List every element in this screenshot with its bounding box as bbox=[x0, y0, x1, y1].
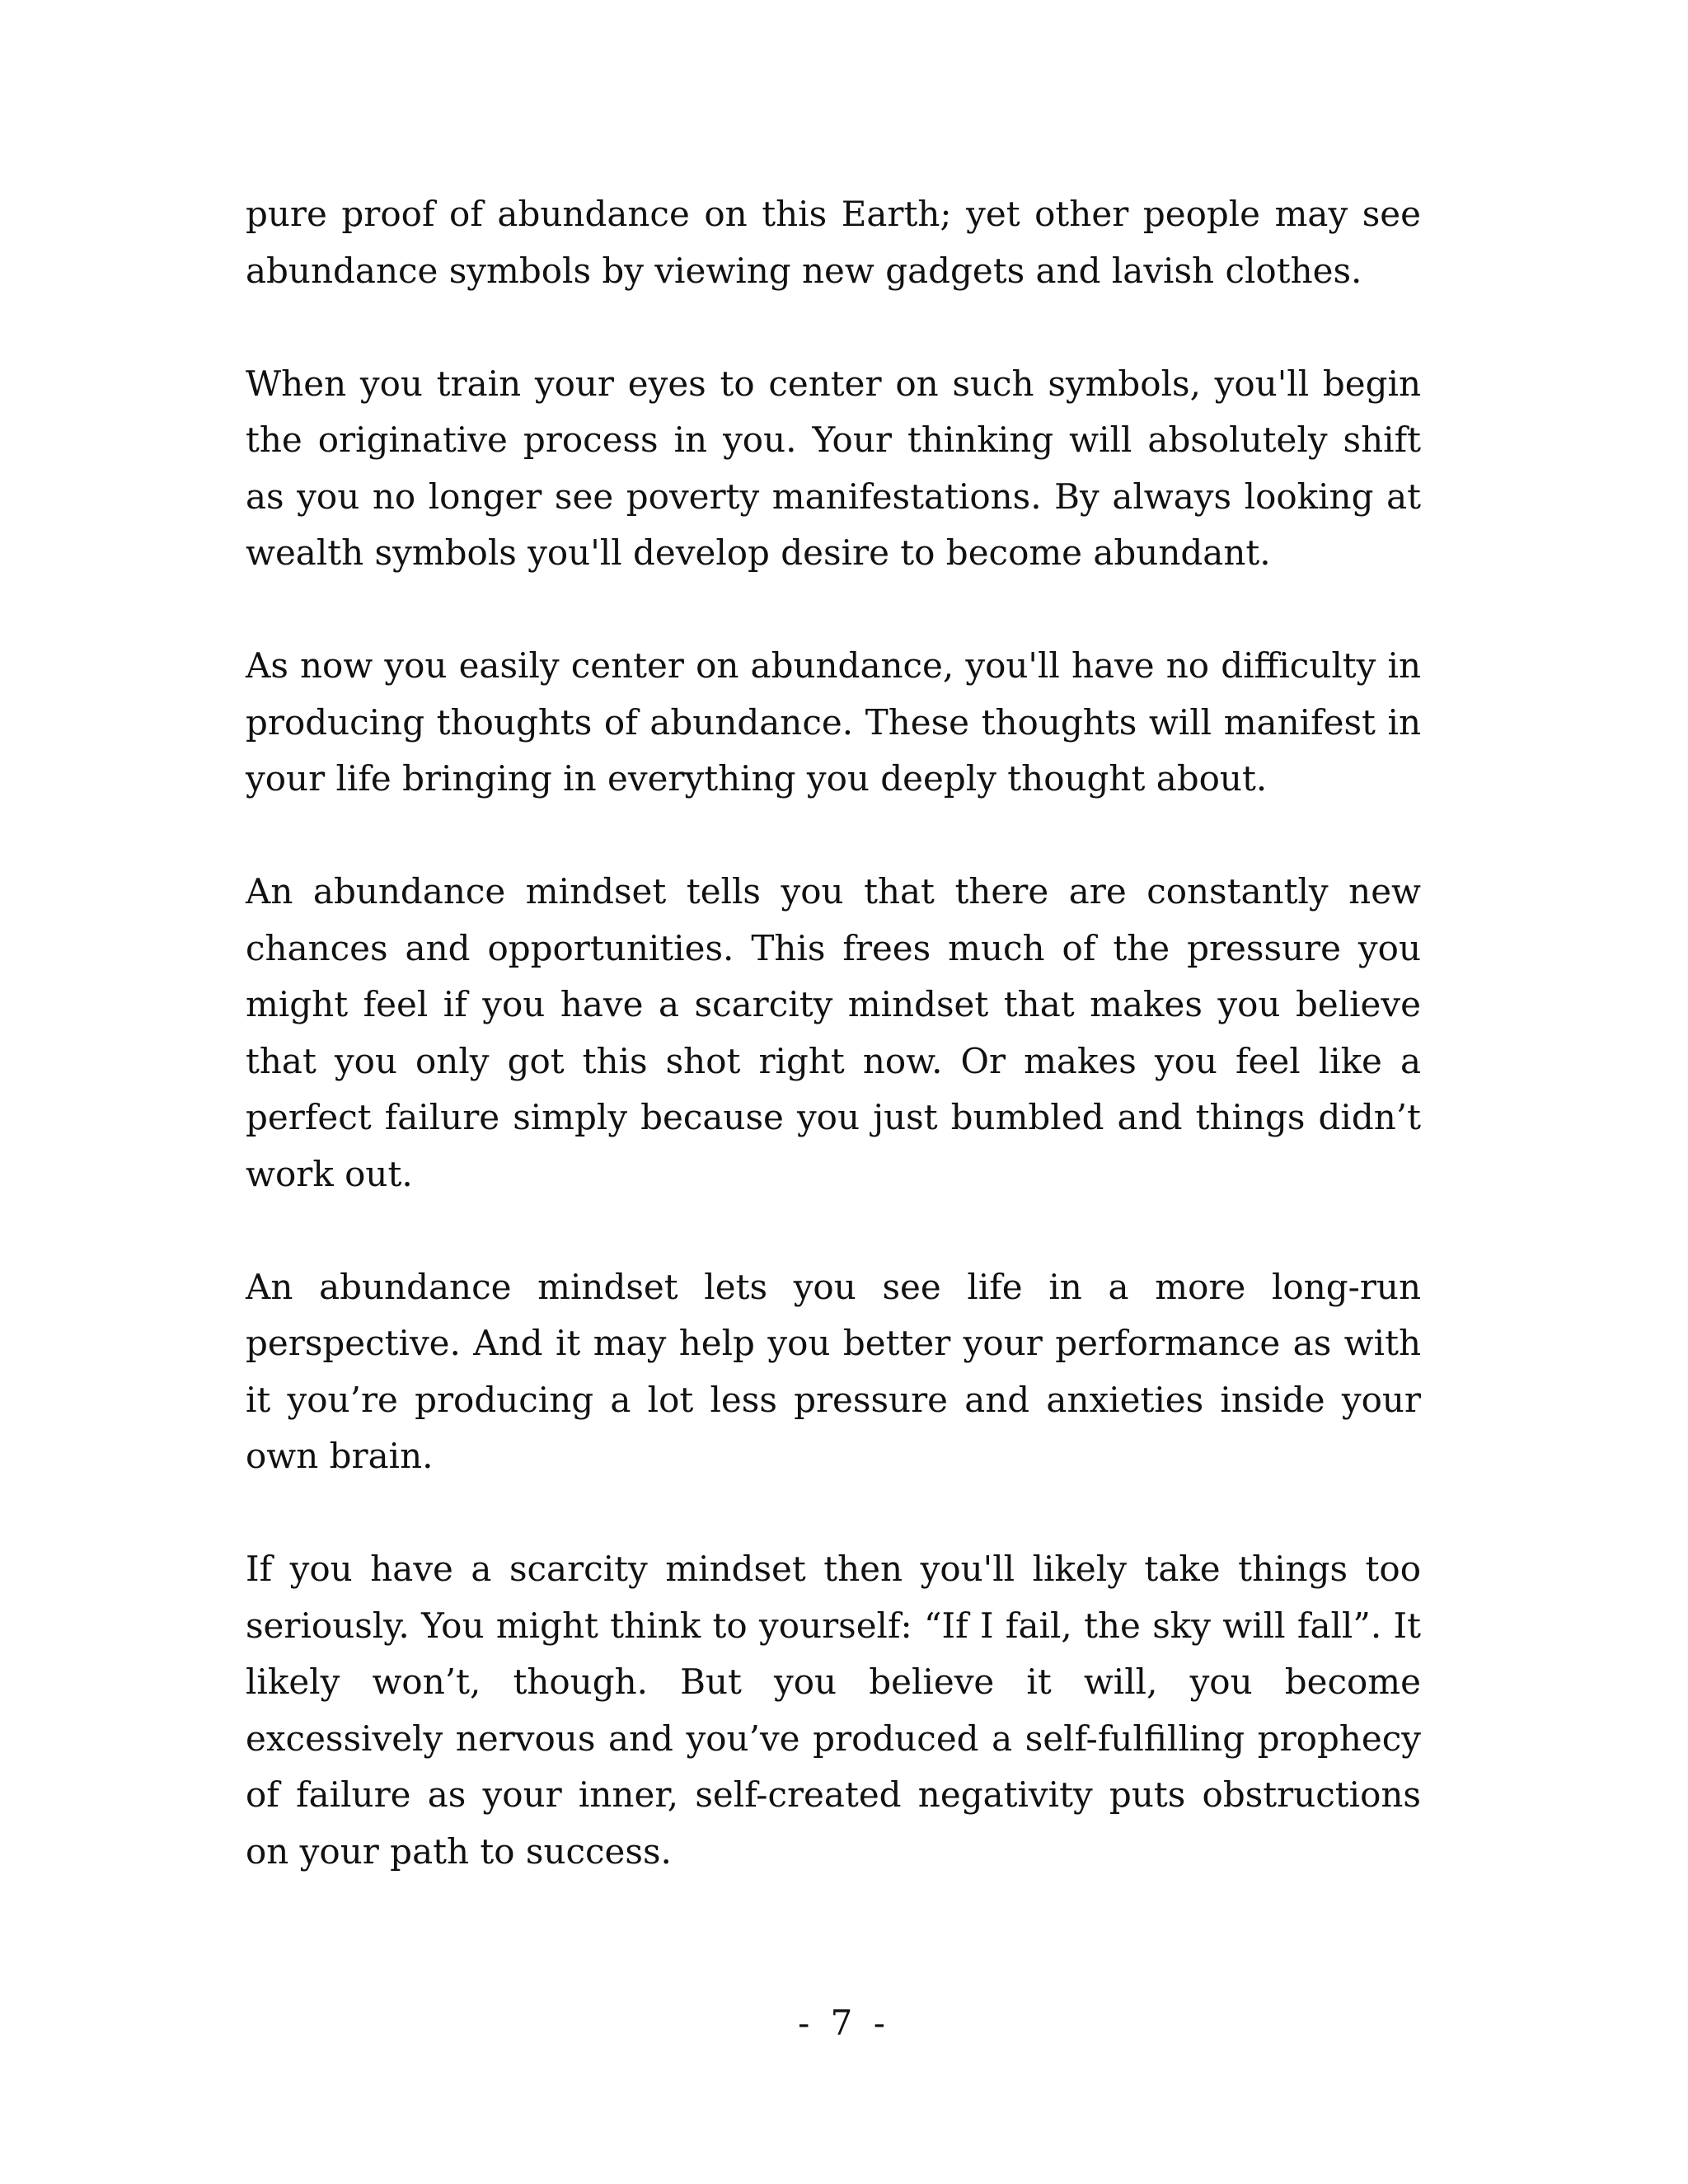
body-text bbox=[246, 186, 1421, 1937]
paragraph-6: If you have a scarcity mindset then you'll likely take things too seriously. You might think to yourself: “If I fail, the sky will fall”. It likely won’t, though. But you believe it will, you become excessively nervous and you’ve produced a self-fulfilling prophecy of failure as your inner, self-created negativity puts obstructions on your path to success. bbox=[246, 1549, 1421, 1872]
paragraph-2: When you train your eyes to center on such symbols, you'll begin the originative process in you. Your thinking will absolutely shift as you no longer see poverty manifestations. By always looking at wealth symbols you'll develop desire to become abundant. bbox=[246, 363, 1421, 573]
paragraph-1: pure proof of abundance on this Earth; yet other people may see abundance symbols by viewing new gadgets and lavish clothes. bbox=[246, 194, 1421, 291]
page-number: - 7 - bbox=[798, 2003, 890, 2043]
paragraph-3: As now you easily center on abundance, you'll have no difficulty in producing thoughts of abundance. These thoughts will manifest in your life bringing in everything you deeply thought about. bbox=[246, 645, 1421, 799]
paragraph-4: An abundance mindset tells you that there are constantly new chances and opportunities. This frees much of the pressure you might feel if you have a scarcity mindset that makes you believe that you only got this shot right now. Or makes you feel like a perfect failure simply because you just bumbled and things didn’t work out. bbox=[246, 871, 1421, 1194]
paragraph-5: An abundance mindset lets you see life in a more long-run perspective. And it may help you better your performance as with it you’re producing a lot less pressure and anxieties inside your own brain. bbox=[246, 1266, 1421, 1476]
